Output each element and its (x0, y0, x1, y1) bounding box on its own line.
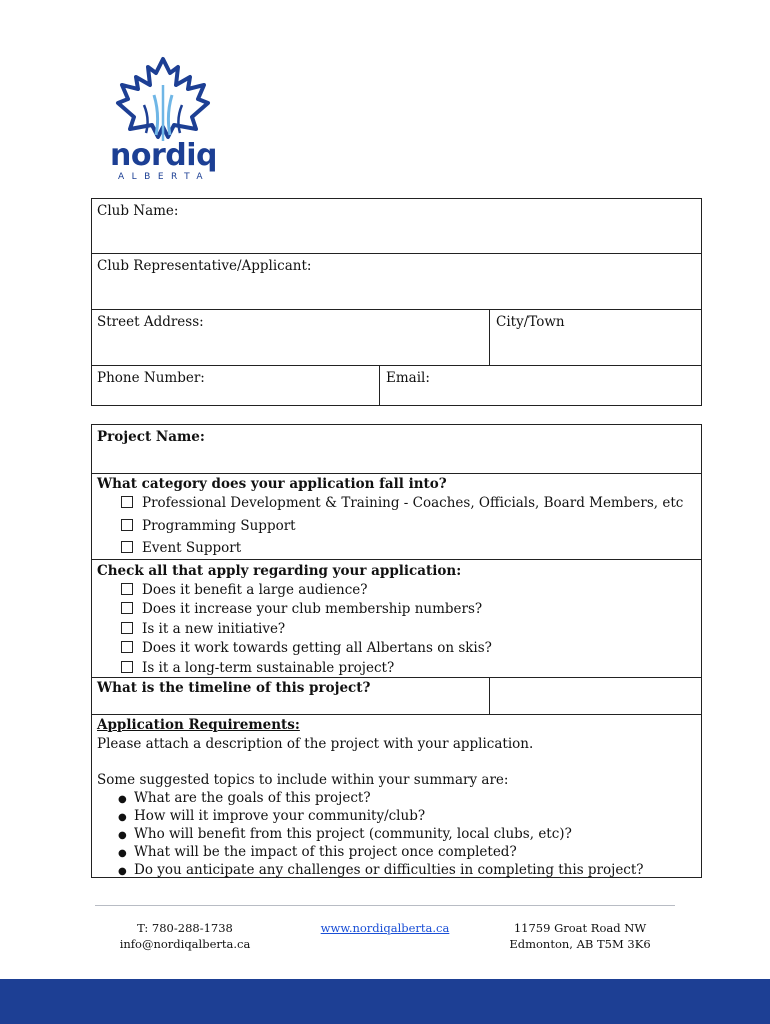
category-option-programming-support[interactable]: Programming Support (121, 517, 296, 535)
checkbox-icon[interactable] (121, 661, 133, 673)
checkbox-icon[interactable] (121, 622, 133, 634)
list-item: ● What are the goals of this project? (118, 790, 371, 806)
check-new-initiative[interactable]: Is it a new initiative? (121, 620, 285, 638)
website-link[interactable]: www.nordiqalberta.ca (320, 921, 450, 935)
logo-wordmark: nordiq (110, 138, 217, 173)
category-option-event-support[interactable]: Event Support (121, 539, 241, 557)
check-large-audience[interactable]: Does it benefit a large audience? (121, 581, 368, 599)
checkbox-icon[interactable] (121, 602, 133, 614)
footer-color-bar (0, 979, 770, 1024)
application-requirements-heading: Application Requirements: (97, 717, 300, 733)
phone-number-field[interactable]: Phone Number: (97, 370, 205, 386)
checkbox-icon[interactable] (121, 583, 133, 595)
footer-email[interactable]: info@nordiqalberta.ca (119, 937, 251, 951)
check-membership-numbers[interactable]: Does it increase your club membership numbers? (121, 600, 482, 618)
footer-contact (110, 920, 260, 952)
email-field[interactable]: Email: (386, 370, 430, 386)
footer-website (310, 920, 460, 936)
timeline-answer-field[interactable] (490, 678, 702, 714)
list-item: ● Who will benefit from this project (community, local clubs, etc)? (118, 826, 572, 842)
requirements-text: Please attach a description of the project with your application. (97, 736, 534, 752)
footer-phone: T: 780-288-1738 (137, 921, 233, 935)
checkbox-icon[interactable] (121, 641, 133, 653)
club-representative-field[interactable]: Club Representative/Applicant: (97, 258, 312, 274)
footer-address (505, 920, 655, 952)
checkbox-icon[interactable] (121, 496, 133, 508)
category-option-professional-development[interactable]: Professional Development & Training - Coaches, Officials, Board Members, etc (121, 494, 683, 512)
check-all-heading: Check all that apply regarding your application: (97, 563, 462, 579)
check-long-term-sustainable[interactable]: Is it a long-term sustainable project? (121, 659, 394, 677)
footer-divider (95, 905, 675, 906)
checkbox-icon[interactable] (121, 519, 133, 531)
timeline-question: What is the timeline of this project? (97, 680, 371, 696)
list-item: ● What will be the impact of this project once completed? (118, 844, 517, 860)
city-town-field[interactable]: City/Town (496, 314, 565, 330)
check-albertans-on-skis[interactable]: Does it work towards getting all Albertans on skis? (121, 639, 492, 657)
street-address-field[interactable]: Street Address: (97, 314, 204, 330)
footer-address-line1: 11759 Groat Road NW (513, 921, 647, 935)
category-question: What category does your application fall into? (97, 476, 447, 492)
project-name-field[interactable]: Project Name: (97, 429, 205, 445)
topics-intro: Some suggested topics to include within your summary are: (97, 772, 509, 788)
checkbox-icon[interactable] (121, 541, 133, 553)
club-name-field[interactable]: Club Name: (97, 203, 179, 219)
list-item: ● Do you anticipate any challenges or difficulties in completing this project? (118, 862, 644, 878)
footer-address-line2: Edmonton, AB T5M 3K6 (509, 937, 651, 951)
list-item: ● How will it improve your community/club? (118, 808, 426, 824)
logo-subtitle: ALBERTA (118, 172, 211, 182)
